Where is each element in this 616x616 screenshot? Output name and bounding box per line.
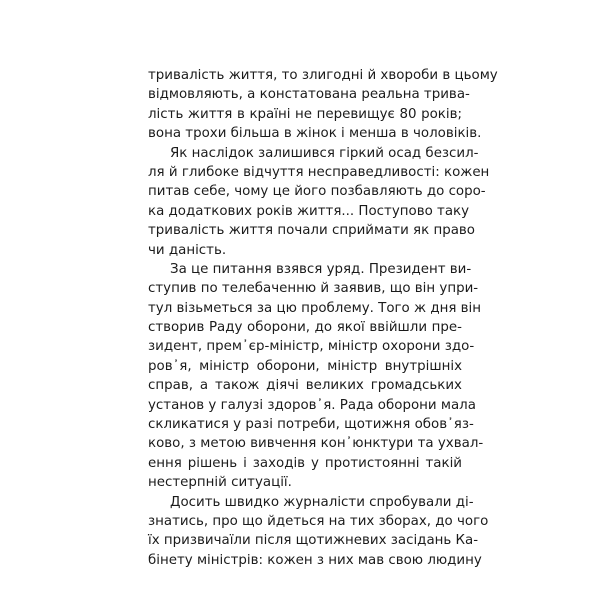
text-line: тривалість життя почали сприймати як право bbox=[148, 223, 475, 239]
body-text bbox=[148, 66, 498, 570]
paragraph bbox=[148, 493, 489, 571]
text-line: тул візьметься за цю проблему. Того ж дня він bbox=[148, 300, 482, 316]
text-line: справ, а також діячі великих громадських bbox=[148, 378, 462, 394]
text-line: їх призвичаїли після щотижневих засідань Ка- bbox=[148, 533, 479, 549]
text-line: зидент, прем᾽єр-міністр, міністр охорони здо- bbox=[148, 339, 475, 355]
text-line: Досить швидко журналісти спробували ді- bbox=[170, 494, 474, 510]
paragraph bbox=[148, 144, 490, 260]
text-line: скликатися у разі потреби, щотижня обов᾽яз- bbox=[148, 417, 474, 433]
paragraph bbox=[148, 260, 484, 493]
text-line: ення рішень і заходів у протистоянні такій bbox=[148, 455, 462, 471]
text-line: ля й глибоке відчуття несправедливості: кожен bbox=[148, 164, 490, 180]
text-line: Як наслідок залишився гіркий осад безсил- bbox=[170, 145, 479, 161]
text-line: тривалість життя, то злигодні й хвороби в цьому bbox=[148, 68, 498, 83]
text-line: ково, з метою вивчення кон᾽юнктури та ухвал- bbox=[148, 436, 484, 452]
text-line: питав себе, чому це його позбавляють до соро- bbox=[148, 184, 486, 200]
text-line: знатись, про що йдеться на тих зборах, до чого bbox=[148, 513, 489, 529]
text-line: відмовляють, а констатована реальна трива- bbox=[148, 87, 470, 103]
paragraph bbox=[148, 66, 498, 144]
text-line: вона трохи більша в жінок і менша в чоловіків. bbox=[148, 126, 482, 142]
text-line: бінету міністрів: кожен з них мав свою людину bbox=[148, 552, 482, 568]
text-line: ров᾽я, міністр оборони, міністр внутрішніх bbox=[148, 358, 462, 374]
text-line: лість життя в країні не перевищує 80 років; bbox=[148, 106, 462, 122]
text-line: чи даність. bbox=[148, 242, 227, 258]
text-line: ка додаткових років життя... Поступово таку bbox=[148, 203, 470, 219]
text-line: створив Раду оборони, до якої ввійшли пре- bbox=[148, 320, 462, 336]
text-line: ступив по телебаченню й заявив, що він упри- bbox=[148, 281, 479, 297]
text-line: За це питання взявся уряд. Президент ви- bbox=[170, 261, 472, 277]
text-line: нестерпній ситуації. bbox=[148, 475, 292, 491]
text-line: установ у галузі здоров᾽я. Рада оборони мала bbox=[148, 397, 476, 413]
